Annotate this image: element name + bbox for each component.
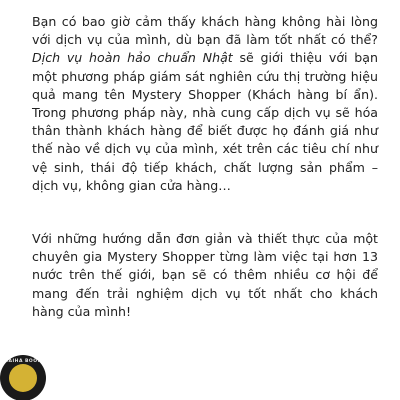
book-title: Dịch vụ hoàn hảo chuẩn Nhật: [32, 50, 233, 66]
description-paragraph-1: [32, 13, 378, 195]
description-paragraph-2: Với những hướng dẫn đơn giản và thiết thực của một chuyên gia Mystery Shopper từng làm việc tại hơn 13 nước trên thế giới, bạn sẽ có thêm nhiều cơ hội để mang đến trải nghiệm dịch vụ tốt nhất cho khách hàng của mình!: [32, 231, 378, 319]
publisher-logo: [0, 355, 46, 400]
paragraph-1-intro: Bạn có bao giờ cảm thấy khách hàng không hài lòng với dịch vụ của mình, dù bạn đã làm tốt nhất có thể?: [32, 14, 378, 48]
publisher-logo-emblem: [9, 364, 37, 392]
publisher-logo-text: THAIHA BOOKS: [0, 359, 46, 364]
paragraph-1-body: sẽ giới thiệu với bạn một phương pháp giám sát nghiên cứu thị trường hiệu quả mang tên Mystery Shopper (Khách hàng bí ẩn). Trong phương pháp này, nhà cung cấp dịch vụ sẽ hóa thân thành khách hàng để biết được họ đánh giá như thế nào về dịch vụ của mình, xét trên các tiêu chí như vệ sinh, thái độ tiếp khách, chất lượng sản phẩm – dịch vụ, không gian cửa hàng…: [32, 50, 378, 193]
